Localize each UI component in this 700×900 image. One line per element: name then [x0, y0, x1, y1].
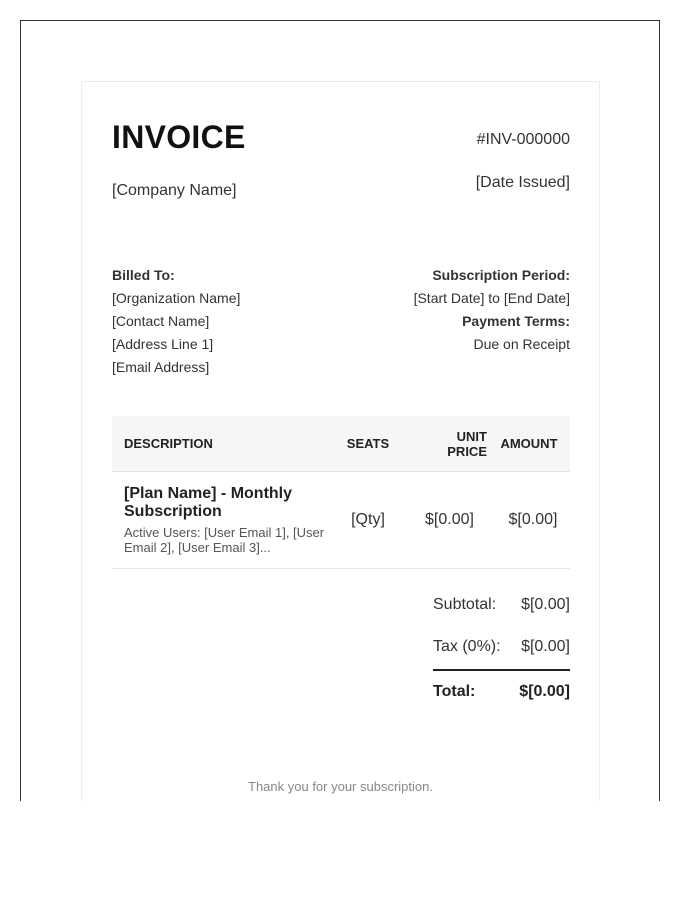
organization-name: [Organization Name]: [112, 290, 241, 306]
plan-name: [Plan Name] - Monthly Subscription: [124, 485, 293, 520]
header-unit-price: UNIT PRICE: [447, 428, 487, 459]
thank-you-note: Thank you for your subscription.: [248, 779, 433, 794]
subscription-period-label: Subscription Period:: [432, 267, 570, 283]
line-items-table: [112, 416, 570, 569]
payment-terms-value: Due on Receipt: [473, 336, 570, 352]
invoice-number: #INV-000000: [476, 131, 570, 148]
active-users: Active Users: [User Email 1], [User Email 2], [User Email 3]...: [124, 525, 325, 555]
total-label: Total:: [433, 683, 476, 700]
subtotal-value: $[0.00]: [521, 596, 570, 613]
totals-block: [433, 596, 570, 707]
table-row: [112, 472, 570, 569]
subtotal-label: Subtotal:: [433, 596, 497, 613]
row-qty: [Qty]: [351, 511, 385, 528]
company-name: [Company Name]: [112, 182, 237, 199]
header-description: DESCRIPTION: [124, 436, 213, 451]
header-seats: SEATS: [346, 436, 390, 451]
address-line: [Address Line 1]: [112, 336, 214, 352]
total-line: [433, 683, 570, 707]
tax-label: Tax (0%):: [433, 638, 501, 655]
row-unit-price: $[0.00]: [425, 511, 474, 528]
billed-to-label: Billed To:: [112, 267, 175, 283]
total-value: $[0.00]: [519, 683, 570, 700]
totals-divider: [433, 669, 570, 671]
table-header: [112, 416, 570, 472]
invoice-title: INVOICE: [112, 119, 246, 155]
tax-line: [433, 638, 570, 662]
date-issued: [Date Issued]: [475, 174, 570, 191]
payment-terms-label: Payment Terms:: [462, 313, 570, 329]
terms-block: [414, 264, 570, 356]
subscription-period-value: [Start Date] to [End Date]: [413, 290, 570, 306]
subtotal-line: [433, 596, 570, 620]
tax-value: $[0.00]: [521, 638, 570, 655]
header-amount: AMOUNT: [500, 436, 558, 451]
billed-to-block: [112, 264, 240, 379]
email-address: [Email Address]: [112, 359, 210, 375]
row-amount: $[0.00]: [508, 511, 558, 528]
contact-name: [Contact Name]: [112, 313, 210, 329]
